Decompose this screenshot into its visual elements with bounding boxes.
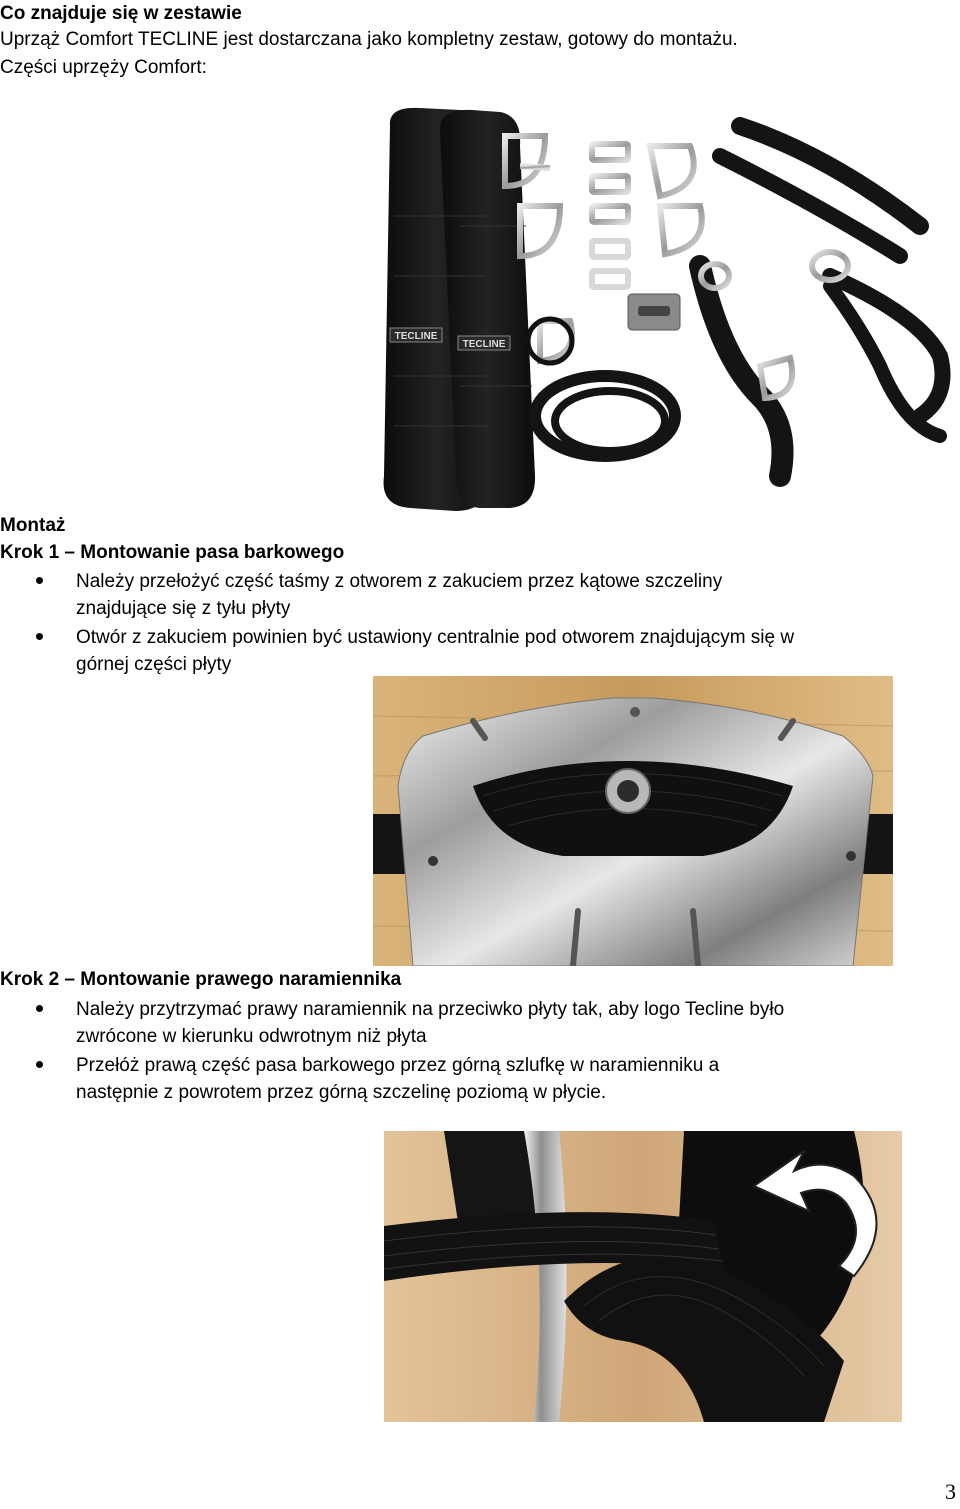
- bullet-icon: [36, 1005, 43, 1012]
- step2-bullet-2-line2: następnie z powrotem przez górną szczelinę poziomą w płycie.: [76, 1082, 607, 1103]
- assembly-heading: Montaż: [0, 515, 66, 536]
- step2-bullet-1-line1: Należy przytrzymać prawy naramiennik na przeciwko płyty tak, aby logo Tecline było: [76, 999, 785, 1020]
- contents-line-1: Uprząż Comfort TECLINE jest dostarczana jako kompletny zestaw, gotowy do montażu.: [0, 29, 738, 50]
- shoulder-strap-illustration: [384, 1131, 902, 1422]
- step1-title: Krok 1 – Montowanie pasa barkowego: [0, 542, 345, 563]
- step1-bullet-1-line2: znajdujące się z tyłu płyty: [76, 598, 291, 619]
- step1-bullet-2-line1: Otwór z zakuciem powinien być ustawiony centralnie pod otworem znajdującym się w: [76, 627, 795, 648]
- shoulder-strap-photo: [384, 1131, 902, 1422]
- step1-bullet-1-line1: Należy przełożyć część taśmy z otworem z zakuciem przez kątowe szczeliny: [76, 571, 723, 592]
- harness-parts-photo: [360, 96, 956, 514]
- bullet-icon: [36, 633, 43, 640]
- pad-logo-right: TECLINE: [462, 339, 506, 350]
- page-number: 3: [945, 1479, 956, 1504]
- contents-line-2: Części uprzęży Comfort:: [0, 57, 207, 78]
- step2-bullet-2-line1: Przełóż prawą część pasa barkowego przez górną szlufkę w naramienniku a: [76, 1055, 720, 1076]
- bullet-icon: [36, 1061, 43, 1068]
- bullet-icon: [36, 577, 43, 584]
- contents-heading: Co znajduje się w zestawie: [0, 3, 242, 24]
- pad-logo-left: TECLINE: [394, 331, 438, 342]
- step2-title: Krok 2 – Montowanie prawego naramiennika: [0, 969, 402, 990]
- harness-parts-illustration: [360, 96, 956, 514]
- step2-bullet-1-line2: zwrócone w kierunku odwrotnym niż płyta: [76, 1026, 427, 1047]
- step1-bullet-2-line2: górnej części płyty: [76, 654, 232, 675]
- backplate-strap-illustration: [373, 676, 893, 966]
- backplate-strap-photo: [373, 676, 893, 966]
